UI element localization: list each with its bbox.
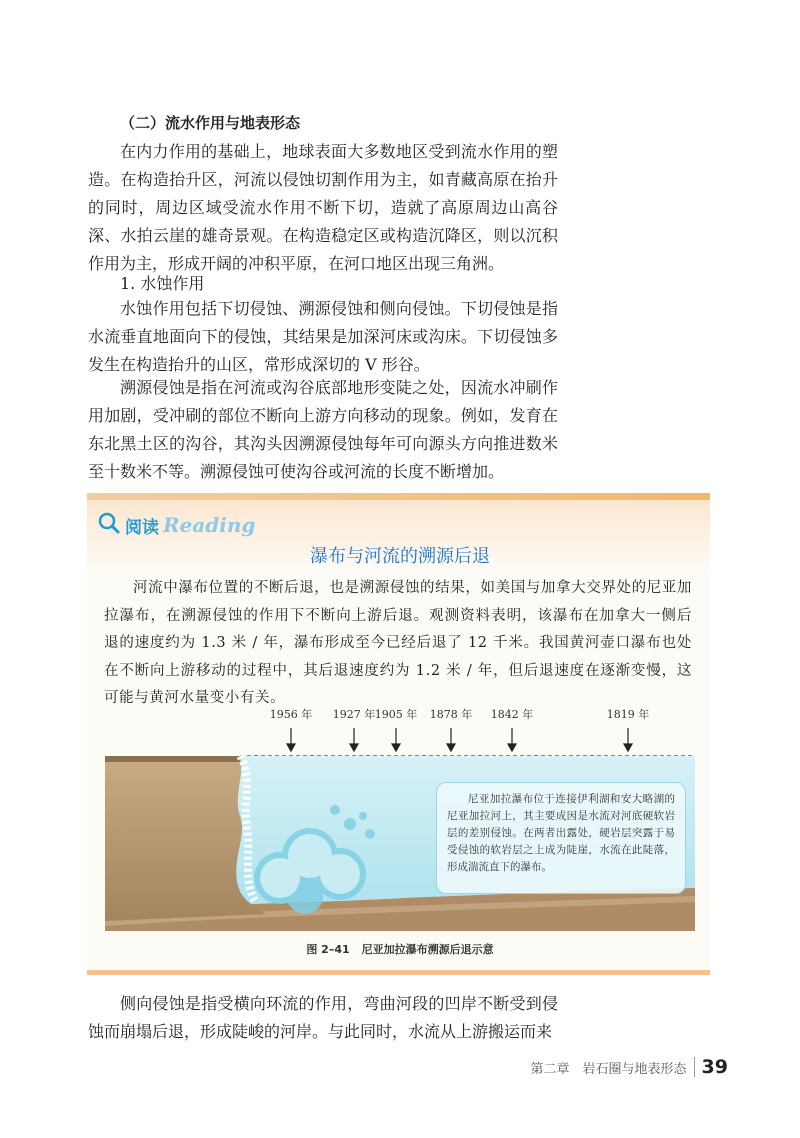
subheading-water-erosion: 1. 水蚀作用	[120, 274, 205, 293]
figure-caption	[0, 941, 800, 957]
footer-chapter: 第二章 岩石圈与地表形态	[530, 1061, 687, 1077]
reading-paragraph: 河流中瀑布位置的不断后退，也是溯源侵蚀的结果，如美国与加拿大交界处的尼亚加拉瀑布，在溯源侵蚀的作用下不断向上游后退。观测资料表明，该瀑布在加拿大一侧后退的速度约为 1.3 米 / 年，瀑布形成至今已经后退了 12 千米。我国黄河壶口瀑布也处在不断向上游移动的过程中，其后退速度约为 1.2 米 / 年，但后退速度在逐渐变慢，这可能与黄河水量变小有关。	[104, 580, 692, 706]
reading-title: 瀑布与河流的溯源后退	[310, 546, 490, 567]
year-label: 1878 年	[429, 708, 473, 721]
reading-bottom-bar	[87, 970, 710, 975]
headward-paragraph: 溯源侵蚀是指在河流或沟谷底部地形变陡之处，因流水冲刷作用加剧，受冲刷的部位不断向上游方向移动的现象。例如，发育在东北黑土区的沟谷，其沟头因溯源侵蚀每年可向源头方向推进数米至十数米不等。溯源侵蚀可使沟谷或河流的长度不断增加。	[88, 378, 558, 481]
year-arrows	[287, 728, 632, 751]
figure-number: 图 2–41	[306, 943, 350, 956]
section-heading: （二）流水作用与地表形态	[120, 114, 301, 132]
page-footer	[531, 1056, 728, 1078]
year-label: 1905 年	[374, 708, 418, 721]
downcutting-paragraph: 水蚀作用包括下切侵蚀、溯源侵蚀和侧向侵蚀。下切侵蚀是指水流垂直地面向下的侵蚀，其结果是加深河床或沟床。下切侵蚀多发生在构造抬升的山区，常形成深切的 V 形谷。	[88, 299, 558, 374]
reading-badge-label: 阅读	[125, 517, 159, 538]
footer-divider	[694, 1057, 695, 1077]
year-label: 1956 年	[269, 708, 313, 721]
reading-top-bar	[87, 493, 710, 500]
year-label: 1927 年	[332, 708, 376, 721]
figure-caption-text: 尼亚加拉瀑布溯源后退示意	[361, 943, 494, 956]
magnifier-icon	[97, 511, 121, 539]
year-label: 1819 年	[606, 708, 650, 721]
year-label: 1842 年	[490, 708, 534, 721]
lateral-erosion-paragraph: 侧向侵蚀是指受横向环流的作用，弯曲河段的凹岸不断受到侵蚀而崩塌后退，形成陡峻的河岸。与此同时，水流从上游搬运而来	[88, 994, 558, 1041]
page-number: 39	[701, 1056, 728, 1078]
figure-note-box: 尼亚加拉瀑布位于连接伊利湖和安大略湖的尼亚加拉河上，其主要成因是水流对河底硬软岩层的差别侵蚀。在两者出露处，硬岩层突露于易受侵蚀的软岩层之上成为陡崖，水流在此陡落，形成湍流直下的瀑布。	[436, 782, 686, 894]
intro-paragraph: 在内力作用的基础上，地球表面大多数地区受到流水作用的塑造。在构造抬升区，河流以侵蚀切割作用为主，如青藏高原在抬升的同时，周边区域受流水作用不断下切，造就了高原周边山高谷深、水拍云崖的雄奇景观。在构造稳定区或构造沉降区，则以沉积作用为主，形成开阔的冲积平原，在河口地区出现三角洲。	[88, 142, 558, 273]
reading-badge-english: Reading	[163, 513, 256, 537]
reading-badge	[97, 510, 255, 540]
